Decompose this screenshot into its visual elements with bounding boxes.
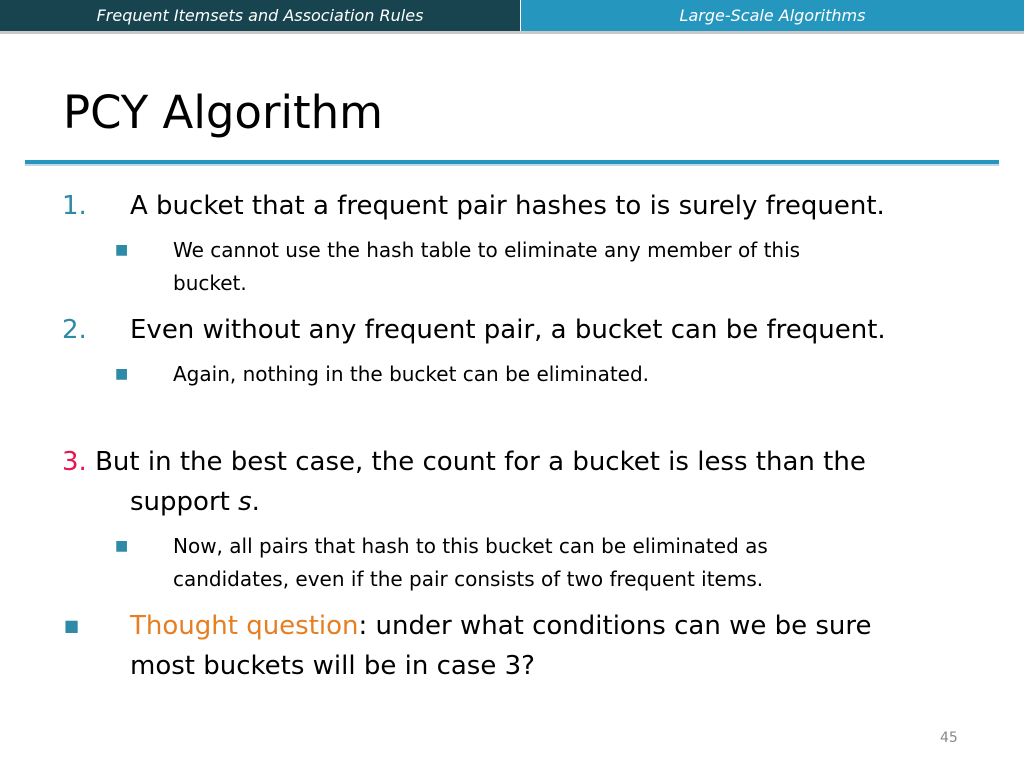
square-bullet-icon: ■ xyxy=(115,366,129,382)
sub-item-3-line-2: candidates, even if the pair consists of two frequent items. xyxy=(173,567,764,591)
thought-question-label: Thought question xyxy=(130,611,359,641)
list-item-1-text: A bucket that a frequent pair hashes to is surely frequent. xyxy=(130,191,885,221)
sub-item-2-text: Again, nothing in the bucket can be eliminated. xyxy=(173,362,650,386)
thought-question-line-1 xyxy=(130,606,872,646)
header-divider xyxy=(0,31,1024,34)
header-section-title: Frequent Itemsets and Association Rules xyxy=(0,0,520,31)
list-number-1: 1. xyxy=(62,191,87,221)
thought-question-line-2: most buckets will be in case 3? xyxy=(130,651,535,681)
header-course-title: Large-Scale Algorithms xyxy=(521,0,1024,31)
sub-item-2 xyxy=(0,358,1024,391)
period: . xyxy=(251,487,260,517)
support-label: support xyxy=(130,487,239,517)
list-item-3-line-1 xyxy=(62,442,866,482)
square-bullet-icon: ■ xyxy=(115,538,129,554)
list-number-2: 2. xyxy=(62,315,87,345)
list-number-3: 3. xyxy=(62,447,87,477)
sub-item-1-line-2: bucket. xyxy=(173,271,247,295)
square-bullet-icon: ■ xyxy=(115,242,129,258)
support-variable: s xyxy=(238,487,252,517)
thought-question xyxy=(0,606,1024,686)
list-item-2-text: Even without any frequent pair, a bucket can be frequent. xyxy=(130,315,886,345)
slide-title: PCY Algorithm xyxy=(63,86,383,139)
thought-question-text: : under what conditions can we be sure xyxy=(358,611,872,641)
square-bullet-icon: ■ xyxy=(64,616,80,635)
list-item-1 xyxy=(0,186,1024,226)
list-item-3 xyxy=(0,442,1024,522)
title-underline-shadow xyxy=(25,164,999,166)
sub-item-3 xyxy=(0,530,1024,596)
sub-item-1-line-1: We cannot use the hash table to eliminate any member of this xyxy=(173,238,801,262)
sub-item-1 xyxy=(0,234,1024,300)
list-item-3-line-2 xyxy=(130,482,260,522)
sub-item-3-line-1: Now, all pairs that hash to this bucket can be eliminated as xyxy=(173,534,768,558)
list-item-3-text: But in the best case, the count for a bucket is less than the xyxy=(95,447,866,477)
list-item-2 xyxy=(0,310,1024,350)
page-number: 45 xyxy=(940,730,958,746)
